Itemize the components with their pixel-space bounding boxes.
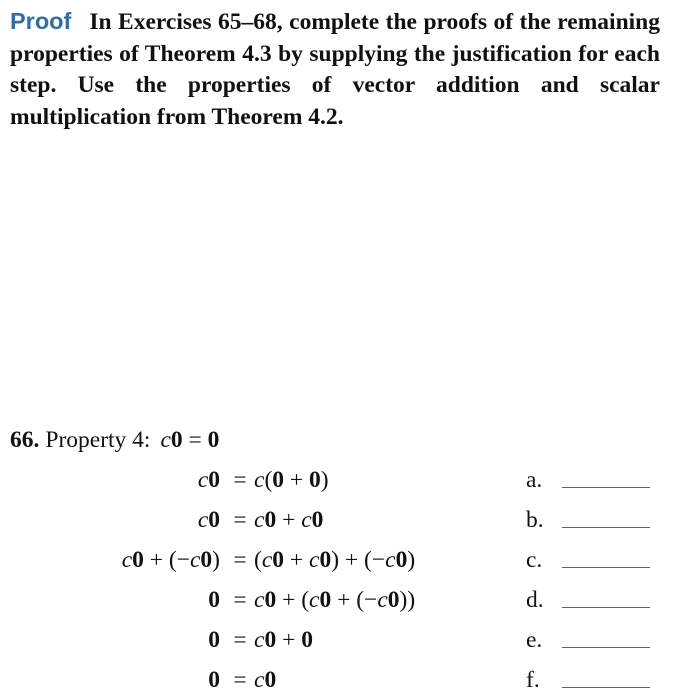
rhs-token: c: [261, 547, 273, 573]
step-rhs: [254, 624, 313, 656]
exercise-title: Property 4:: [45, 427, 151, 453]
justification-blank[interactable]: [562, 567, 650, 568]
rhs-token: c: [254, 627, 265, 653]
lhs-token: c: [197, 507, 209, 533]
step-label: f.: [526, 667, 540, 693]
rhs-token: c: [385, 547, 396, 573]
lhs-token: 0: [208, 467, 220, 493]
rhs-token: 0: [311, 507, 324, 533]
lhs-token: 0: [208, 507, 220, 533]
rhs-token: ): [407, 547, 416, 573]
step-lhs: [198, 464, 220, 496]
step-rhs: [254, 664, 276, 696]
equals-sign: =: [233, 587, 247, 613]
rhs-token: c: [254, 507, 265, 533]
equals-sign: =: [233, 507, 247, 533]
rhs-token: 0: [301, 627, 313, 653]
justification-blank[interactable]: [562, 647, 650, 648]
rhs-token: 0: [319, 587, 332, 613]
rhs-token: c: [309, 547, 320, 573]
lhs-token: c: [197, 467, 209, 493]
lhs-token: 0: [208, 627, 220, 653]
rhs-token: + (: [276, 587, 310, 613]
proof-label: Proof: [10, 8, 72, 34]
rhs-token: 0: [264, 627, 277, 653]
proof-step-row: [0, 504, 674, 536]
rhs-token: 0: [272, 467, 285, 493]
rhs-token: ) + (−: [331, 547, 386, 573]
step-rhs: [254, 544, 415, 576]
rhs-token: 0: [395, 547, 408, 573]
proof-step-row: [0, 464, 674, 496]
rhs-token: +: [276, 627, 302, 653]
rhs-token: (: [264, 467, 273, 493]
exercise-heading: [10, 424, 219, 456]
step-label: a.: [526, 467, 543, 493]
step-label: e.: [526, 627, 543, 653]
step-label: c.: [526, 547, 543, 573]
lhs-token: 0: [208, 667, 220, 693]
justification-blank[interactable]: [562, 607, 650, 608]
lhs-token: c: [121, 547, 133, 573]
exercise-number: 66.: [10, 427, 40, 453]
rhs-token: 0: [264, 587, 277, 613]
rhs-token: 0: [319, 547, 332, 573]
rhs-token: 0: [387, 587, 400, 613]
justification-blank[interactable]: [562, 687, 650, 688]
step-lhs: [122, 544, 220, 576]
rhs-token: c: [301, 507, 312, 533]
rhs-token: )): [399, 587, 416, 613]
rhs-token: ): [320, 467, 329, 493]
equals-sign: =: [233, 667, 247, 693]
justification-blank[interactable]: [562, 487, 650, 488]
lhs-token: 0: [132, 547, 144, 573]
property-statement: c0 = 0: [160, 427, 220, 453]
intro-text: In Exercises 65–68, complete the proofs of the remaining properties of Theorem 4.3 by supplying the justification for each step. Use the properties of vector addition and scalar multiplication from Theorem 4.2.: [10, 9, 660, 130]
lhs-token: 0: [208, 587, 220, 613]
justification-blank[interactable]: [562, 527, 650, 528]
rhs-token: c: [377, 587, 388, 613]
step-label: d.: [526, 587, 544, 613]
equals-sign: =: [233, 627, 247, 653]
proof-step-row: [0, 624, 674, 656]
rhs-token: +: [284, 547, 310, 573]
rhs-token: c: [254, 467, 265, 493]
rhs-token: c: [254, 587, 265, 613]
equals-sign: =: [233, 547, 247, 573]
proof-step-row: [0, 664, 674, 696]
proof-step-row: [0, 544, 674, 576]
step-lhs: [208, 664, 220, 696]
rhs-token: 0: [264, 667, 277, 693]
lhs-token: + (−: [143, 547, 190, 573]
step-lhs: [198, 504, 220, 536]
step-rhs: [254, 464, 329, 496]
rhs-token: 0: [309, 467, 321, 493]
rhs-token: 0: [264, 507, 277, 533]
lhs-token: c: [189, 547, 201, 573]
step-rhs: [254, 584, 415, 616]
step-lhs: [208, 584, 220, 616]
lhs-token: ): [212, 547, 220, 573]
step-rhs: [254, 504, 323, 536]
rhs-token: c: [254, 667, 265, 693]
intro-paragraph: [10, 6, 660, 133]
lhs-token: 0: [200, 547, 213, 573]
equals-sign: =: [233, 467, 247, 493]
rhs-token: + (−: [331, 587, 378, 613]
rhs-token: (: [254, 547, 262, 573]
step-label: b.: [526, 507, 544, 533]
proof-step-row: [0, 584, 674, 616]
rhs-token: +: [276, 507, 302, 533]
rhs-token: 0: [272, 547, 285, 573]
rhs-token: c: [309, 587, 320, 613]
step-lhs: [208, 624, 220, 656]
rhs-token: +: [284, 467, 310, 493]
